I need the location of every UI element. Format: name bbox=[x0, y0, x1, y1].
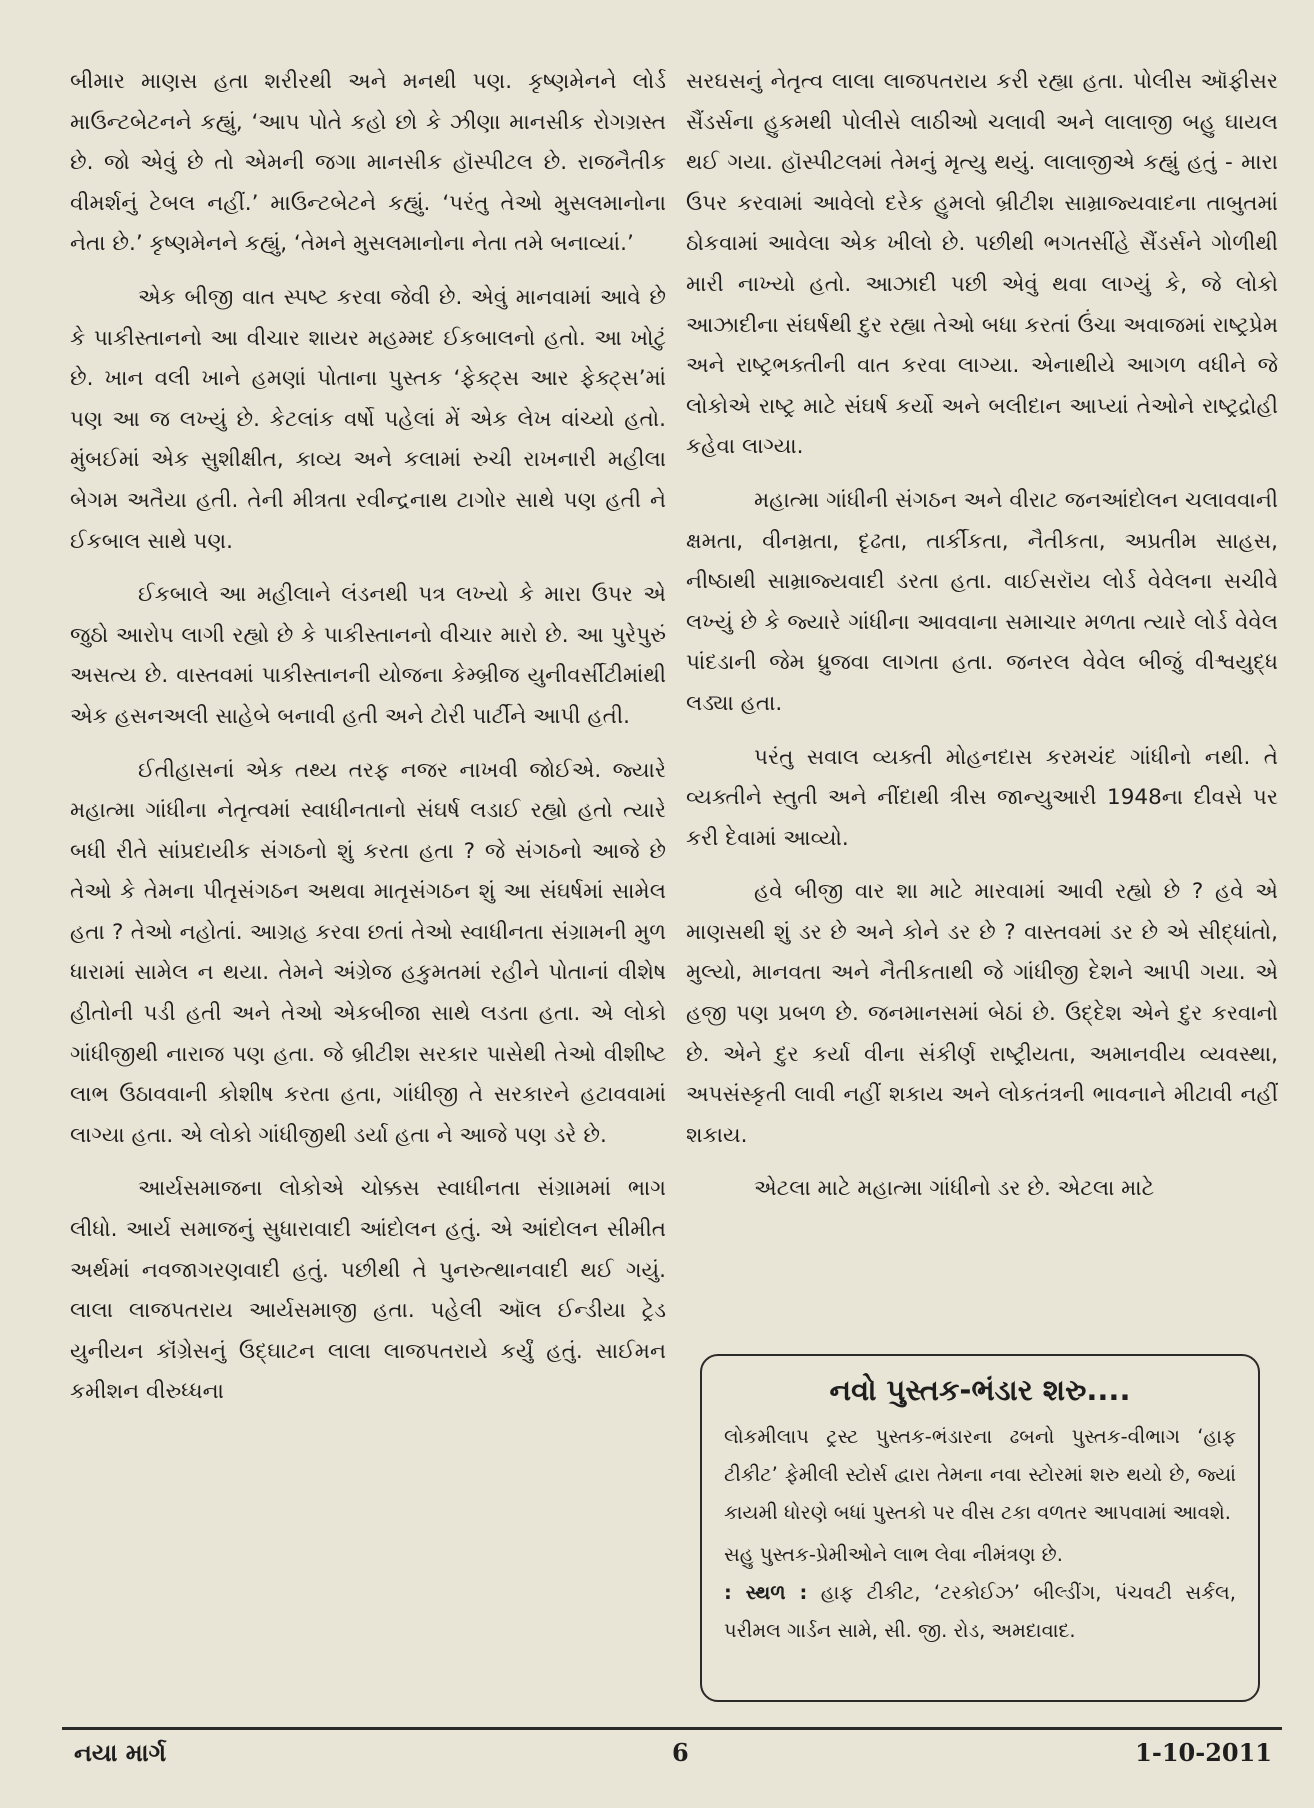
notice-title: નવો પુસ્તક-ભંડાર શરુ.... bbox=[829, 1373, 1131, 1407]
paragraph: એક બીજી વાત સ્પષ્ટ કરવા જેવી છે. એવું માનવામાં આવે છે કે પાકીસ્તાનનો આ વીચાર શાયર મહમ્મદ ઈકબાલનો હતો. આ ખોટું છે. ખાન વલી ખાને હમણાં પોતાના પુસ્તક ‘ફેક્ટ્સ આર ફેક્ટ્સ’માં પણ આ જ લખ્યું છે. કેટલાંક વર્ષો પહેલાં મેં એક લેખ વાંચ્યો હતો. મુંબઈમાં એક સુશીક્ષીત, કાવ્ય અને કલામાં રુચી રાખનારી મહીલા બેગમ અતૈયા હતી. તેની મીત્રતા રવીન્દ્રનાથ ટાગોર સાથે પણ હતી ને ઈકબાલ સાથે પણ. bbox=[70, 284, 666, 554]
left-column bbox=[70, 62, 666, 1426]
bookstore-notice-box bbox=[700, 1354, 1260, 1702]
paragraph: હવે બીજી વાર શા માટે મારવામાં આવી રહ્યો છે ? હવે એ માણસથી શું ડર છે અને કોને ડર છે ? વાસ્તવમાં ડર છે એ સીદ્ધાંતો, મુલ્યો, માનવતા અને નૈતીકતાથી જે ગાંધીજી દેશને આપી ગયા. એ હજી પણ પ્રબળ છે. જનમાનસમાં બેઠાં છે. ઉદ્દેશ એને દુર કરવાનો છે. એને દુર કર્યા વીના સંકીર્ણ રાષ્ટ્રીયતા, અમાનવીય વ્યવસ્થા, અપસંસ્કૃતી લાવી નહીં શકાય અને લોકતંત્રની ભાવનાને મીટાવી નહીં શકાય. bbox=[686, 879, 1278, 1148]
location-label: : સ્થળ : bbox=[724, 1581, 808, 1604]
paragraph: બીમાર માણસ હતા શરીરથી અને મનથી પણ. કૃષ્ણમેનને લોર્ડ માઉન્ટબેટનને કહ્યું, ‘આપ પોતે કહો છો કે ઝીણા માનસીક રોગગ્રસ્ત છે. જો એવું છે તો એમની જગા માનસીક હૉસ્પીટલ છે. રાજનૈતીક વીમર્શનું ટેબલ નહીં.’ માઉન્ટબેટને કહ્યું. ‘પરંતુ તેઓ મુસલમાનોના નેતા છે.’ કૃષ્ણમેનને કહ્યું, ‘તેમને મુસલમાનોના નેતા તમે બનાવ્યાં.’ bbox=[70, 69, 666, 257]
paragraph: ઈતીહાસનાં એક તથ્ય તરફ નજર નાખવી જોઈએ. જ્યારે મહાત્મા ગાંધીના નેતૃત્વમાં સ્વાધીનતાનો સંઘર્ષ લડાઈ રહ્યો હતો ત્યારે બધી રીતે સાંપ્રદાયીક સંગઠનો શું કરતા હતા ? જે સંગઠનો આજે છે તેઓ કે તેમના પીતૃસંગઠન અથવા માતૃસંગઠન શું આ સંઘર્ષમાં સામેલ હતા ? તેઓ નહોતાં. આગ્રહ કરવા છતાં તેઓ સ્વાધીનતા સંગ્રામની મુળ ધારામાં સામેલ ન થયા. તેમને અંગ્રેજ હકુમતમાં રહીને પોતાનાં વીશેષ હીતોની પડી હતી અને તેઓ એકબીજા સાથે લડતા હતા. એ લોકો ગાંધીજીથી નારાજ પણ હતા. જે બ્રીટીશ સરકાર પાસેથી તેઓ વીશીષ્ટ લાભ ઉઠાવવાની કોશીષ કરતા હતા, ગાંધીજી તે સરકારને હટાવવામાં લાગ્યા હતા. એ લોકો ગાંધીજીથી ડર્યા હતા ને આજે પણ ડરે છે. bbox=[70, 757, 666, 1148]
location-text: હાફ ટીકીટ, ‘ટરકોઈઝ’ બીલ્ડીંગ, પંચવટી સર્કલ, પરીમલ ગાર્ડન સામે, સી. જી. રોડ, અમદાવાદ. bbox=[724, 1581, 1236, 1642]
paragraph: આર્યસમાજના લોકોએ ચોક્કસ સ્વાધીનતા સંગ્રામમાં ભાગ લીધો. આર્ય સમાજનું સુધારાવાદી આંદોલન હતું. એ આંદોલન સીમીત અર્થમાં નવજાગરણવાદી હતું. પછીથી તે પુનરુત્થાનવાદી થઈ ગયું. લાલા લાજપતરાય આર્યસમાજી હતા. પહેલી ઑલ ઈન્ડીયા ટ્રેડ યુનીયન કૉંગ્રેસનું ઉદ્ઘાટન લાલા લાજપતરાયે કર્યું હતું. સાઈમન કમીશન વીરુધ્ધના bbox=[70, 1176, 666, 1405]
issue-date: 1-10-2011 bbox=[1135, 1738, 1272, 1767]
notice-invitation: સહુ પુસ્તક-પ્રેમીઓને લાભ લેવા નીમંત્રણ છે. bbox=[724, 1543, 1063, 1566]
paragraph: ઈકબાલે આ મહીલાને લંડનથી પત્ર લખ્યો કે મારા ઉપર એ જુઠો આરોપ લાગી રહ્યો છે કે પાકીસ્તાનનો વીચાર મારો છે. આ પુરેપુરું અસત્ય છે. વાસ્તવમાં પાકીસ્તાનની યોજના કેમ્બ્રીજ યુનીવર્સીટીમાંથી એક હસનઅલી સાહેબે બનાવી હતી અને ટોરી પાર્ટીને આપી હતી. bbox=[70, 582, 666, 729]
notice-location bbox=[724, 1574, 1236, 1650]
page-number: 6 bbox=[672, 1738, 689, 1767]
paragraph: પરંતુ સવાલ વ્યક્તી મોહનદાસ કરમચંદ ગાંધીનો નથી. તે વ્યક્તીને સ્તુતી અને નીંદાથી ત્રીસ જાન્યુઆરી 1948ના દીવસે પર કરી દેવામાં આવ્યો. bbox=[686, 744, 1278, 851]
publication-name: નયા માર્ગ bbox=[74, 1738, 167, 1767]
paragraph: એટલા માટે મહાત્મા ગાંધીનો ડર છે. એટલા માટે bbox=[754, 1176, 1155, 1202]
footer-divider bbox=[62, 1727, 1282, 1730]
notice-body: લોકમીલાપ ટ્રસ્ટ પુસ્તક-ભંડારના ઢબનો પુસ્તક-વીભાગ ‘હાફ ટીકીટ’ ફેમીલી સ્ટોર્સ દ્વારા તેમના નવા સ્ટોરમાં શરુ થયો છે, જ્યાં કાયમી ધોરણે બધાં પુસ્તકો પર વીસ ટકા વળતર આપવામાં આવશે. bbox=[724, 1425, 1236, 1524]
paragraph: સરઘસનું નેતૃત્વ લાલા લાજપતરાય કરી રહ્યા હતા. પોલીસ ઑફીસર સૈંડર્સના હુકમથી પોલીસે લાઠીઓ ચલાવી અને લાલાજી બહુ ઘાયલ થઈ ગયા. હૉસ્પીટલમાં તેમનું મૃત્યુ થયું. લાલાજીએ કહ્યું હતું - મારા ઉપર કરવામાં આવેલો દરેક હુમલો બ્રીટીશ સામ્રાજ્યવાદના તાબુતમાં ઠોકવામાં આવેલા એક ખીલો છે. પછીથી ભગતસીંહે સૈંડર્સને ગોળીથી મારી નાખ્યો હતો. આઝાદી પછી એવું થવા લાગ્યું કે, જે લોકો આઝાદીના સંઘર્ષથી દુર રહ્યા તેઓ બધા કરતાં ઉંચા અવાજમાં રાષ્ટ્રપ્રેમ અને રાષ્ટ્રભક્તીની વાત કરવા લાગ્યા. એનાથીયે આગળ વધીને જે લોકોએ રાષ્ટ્ર માટે સંઘર્ષ કર્યો અને બલીદાન આપ્યાં તેઓને રાષ્ટ્રદ્રોહી કહેવા લાગ્યા. bbox=[686, 69, 1278, 460]
paragraph: મહાત્મા ગાંધીની સંગઠન અને વીરાટ જનઆંદોલન ચલાવવાની ક્ષમતા, વીનમ્રતા, દૃઢતા, તાર્કીકતા, નૈતીકતા, અપ્રતીમ સાહસ, નીષ્ઠાથી સામ્રાજ્યવાદી ડરતા હતા. વાઈસરૉય લોર્ડ વેવેલના સચીવે લખ્યું છે કે જ્યારે ગાંધીના આવવાના સમાચાર મળતા ત્યારે લોર્ડ વેવેલ પાંદડાની જેમ ધ્રુજવા લાગતા હતા. જનરલ વેવેલ બીજું વીશ્વયુદ્ધ લડ્યા હતા. bbox=[686, 487, 1278, 716]
right-column bbox=[686, 62, 1278, 1223]
